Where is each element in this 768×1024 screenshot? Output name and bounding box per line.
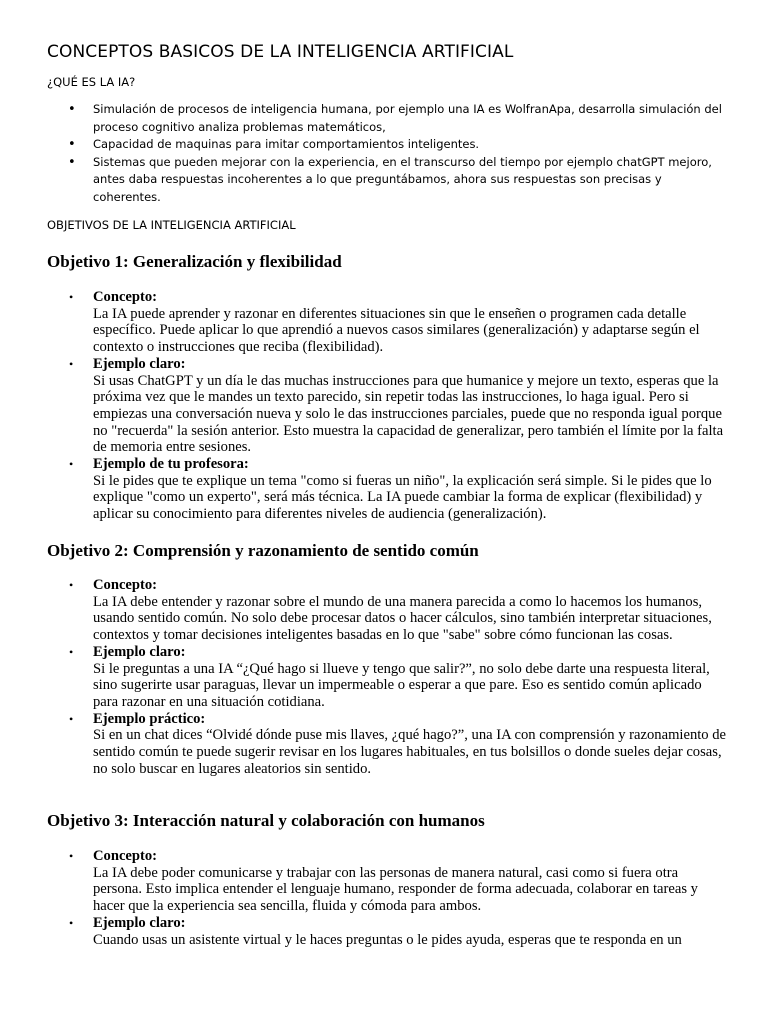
item-text: La IA puede aprender y razonar en diferentes situaciones sin que le enseñen o programen cada detalle específico. Puede aplicar lo que aprendió a nuevos casos similares (generalización) y adaptarse según el contexto o instrucciones que reciba (flexibilidad). — [93, 305, 700, 356]
intro-bullet-list — [47, 101, 727, 206]
item-text: Si le preguntas a una IA “¿Qué hago si llueve y tengo que salir?”, no solo debe darte una respuesta literal, sino sugerirte usar paraguas, llevar un impermeable o esperar a que pare. Eso es sentido común aplicado para razonar en una situación cotidiana. — [93, 660, 710, 710]
list-item — [47, 577, 727, 644]
item-label: • Concepto: — [93, 848, 158, 864]
list-item — [47, 356, 727, 456]
intro-bullet: • Capacidad de maquinas para imitar comportamientos inteligentes. — [47, 136, 727, 154]
item-label: • Ejemplo claro: — [93, 643, 186, 660]
item-label: • Ejemplo claro: — [93, 914, 186, 931]
intro-bullet: • Sistemas que pueden mejorar con la experiencia, en el transcurso del tiempo por ejemplo chatGPT mejoro, antes daba respuestas incoherentes a lo que preguntábamos, ahora sus respuestas son precisas y coherentes. — [47, 154, 727, 207]
item-label: • Ejemplo de tu profesora: — [93, 456, 249, 473]
question-heading: ¿QUÉ ES LA IA? — [47, 75, 136, 89]
item-label: • Ejemplo práctico: — [93, 710, 206, 727]
objective-heading: Objetivo 3: Interacción natural y colaboración con humanos — [47, 811, 485, 830]
objectives-heading: OBJETIVOS DE LA INTELIGENCIA ARTIFICIAL — [47, 218, 296, 232]
item-text: Si usas ChatGPT y un día le das muchas instrucciones para que humanice y mejore un texto, esperas que la próxima vez que le mandes un texto parecido, sin repetir todas las instrucciones, lo haga igual. Pero si empiezas una conversación nueva y solo le das instrucciones parciales, puede que no responda igual porque no "recuerda" la sesión anterior. Esto muestra la capacidad de generalizar, pero también el límite por la falta de memoria entre sesiones. — [93, 372, 724, 456]
item-text: Cuando usas un asistente virtual y le haces preguntas o le pides ayuda, esperas que te responda en un — [93, 931, 682, 948]
objective-heading: Objetivo 1: Generalización y flexibilidad — [47, 252, 342, 271]
list-item — [47, 848, 727, 915]
intro-bullet: • Simulación de procesos de inteligencia humana, por ejemplo una IA es WolfranApa, desarrolla simulación del proceso cognitivo analiza problemas matemáticos, — [47, 101, 727, 136]
item-text: Si le pides que te explique un tema "como si fueras un niño", la explicación será simple. Si le pides que lo explique "como un experto", será más técnica. La IA puede cambiar la forma de explicar (flexibilidad) y aplicar su conocimiento para diferentes niveles de audiencia (generalización). — [93, 472, 712, 523]
item-label: • Ejemplo claro: — [93, 355, 186, 372]
item-text: Si en un chat dices “Olvidé dónde puse mis llaves, ¿qué hago?”, una IA con comprensión y razonamiento de sentido común te puede sugerir revisar en los lugares habituales, en tus bolsillos o donde sueles dejar cosas, no solo buscar en lugares aleatorios sin sentido. — [93, 727, 727, 777]
objective-item-list — [47, 289, 727, 523]
list-item — [47, 289, 727, 356]
item-label: • Concepto: — [93, 577, 158, 593]
list-item — [47, 644, 727, 711]
list-item — [47, 915, 727, 948]
objective-item-list — [47, 577, 727, 777]
objective-heading: Objetivo 2: Comprensión y razonamiento de sentido común — [47, 541, 479, 560]
item-label: • Concepto: — [93, 289, 158, 305]
item-text: La IA debe entender y razonar sobre el mundo de una manera parecida a como lo hacemos los humanos, usando sentido común. No solo debe procesar datos o hacer cálculos, sino también interpretar situaciones, contextos y tomar decisiones inteligentes basadas en lo que "sabe" sobre cómo funcionan las cosas. — [93, 593, 712, 644]
list-item — [47, 456, 727, 523]
list-item — [47, 711, 727, 778]
objective-item-list — [47, 848, 727, 948]
document-title: CONCEPTOS BASICOS DE LA INTELIGENCIA ARTIFICIAL — [47, 42, 514, 62]
item-text: La IA debe poder comunicarse y trabajar con las personas de manera natural, casi como si fuera otra persona. Esto implica entender el lenguaje humano, responder de forma adecuada, colaborar en tareas y hacer que la experiencia sea sencilla, fluida y cómoda para ambos. — [93, 864, 698, 915]
